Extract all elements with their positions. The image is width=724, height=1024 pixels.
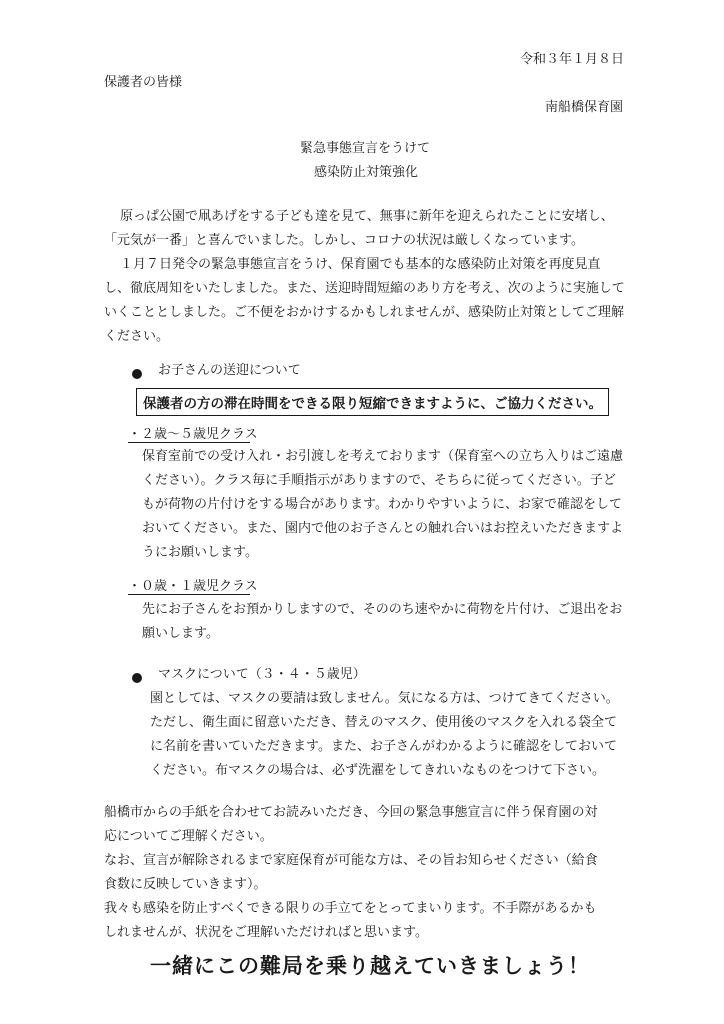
- closing-line: 食数に反映していきます）。: [104, 877, 267, 892]
- intro-line: 「元気が一番」と喜んでいました。しかし、コロナの状況は厳しくなっています。: [104, 233, 584, 248]
- recipient: 保護者の皆様: [104, 75, 183, 90]
- class-2-5-line: うにお願いします。: [142, 545, 258, 560]
- closing-line: 応についてご理解ください。: [104, 829, 273, 844]
- class-0-1-line: 先にお子さんをお預かりしますので、そののち速やかに荷物を片付け、ご退出をお: [142, 602, 623, 617]
- intro-line: いくこととしました。ご不便をおかけするかもしれませんが、感染防止対策としてご理解: [104, 305, 625, 320]
- class-label-0-1: ・０歳・１歳児クラス: [128, 579, 258, 594]
- mask-line: ただし、衛生面に留意いただき、替えのマスク、使用後のマスクを入れる袋全て: [150, 715, 617, 730]
- bullet-icon: [132, 363, 142, 382]
- sender: 南船橋保育園: [545, 100, 624, 115]
- bullet-icon: [132, 667, 142, 686]
- intro-line: し、徹底周知をいたしました。また、送迎時間短縮のあり方を考え、次のように実施して: [104, 281, 625, 296]
- boxed-notice: 保護者の方の滞在時間をできる限り短縮できますように、ご協力ください。: [136, 388, 609, 416]
- intro-line: １月７日発令の緊急事態宣言をうけ、保育園でも基本的な感染防止対策を再度見直: [120, 257, 601, 272]
- class-2-5-line: 保育室前での受け入れ・お引渡しを考えております（保育室への立ち入りはご遠慮: [142, 449, 624, 464]
- class-2-5-line: もが荷物の片付けをする場合があります。わかりやすいように、お家で確認をして: [142, 497, 622, 512]
- title-line-1: 緊急事態宣言をうけて: [300, 141, 431, 156]
- closing-line: しれませんが、状況をご理解いただければと思います。: [104, 925, 428, 940]
- class-2-5-line: おいてください。また、園内で他のお子さんとの触れ合いはお控えいただきますよ: [142, 521, 624, 536]
- document-date: 令和３年１月８日: [520, 52, 625, 67]
- class-0-1-line: 願いします。: [142, 626, 219, 641]
- closing-line: 我々も感染を防止すべくできる限りの手立てをとってまいります。不手際があるかも: [104, 901, 597, 916]
- intro-line: ください。: [104, 329, 170, 344]
- closing-line: 船橋市からの手紙を合わせてお読みいただき、今回の緊急事態宣言に伴う保育園の対: [104, 805, 598, 820]
- mask-line: 園としては、マスクの要請は致しません。気になる方は、つけてきてください。: [150, 691, 619, 706]
- mask-line: に名前を書いていただきます。また、お子さんがわかるように確認をしておいて: [150, 739, 617, 754]
- class-2-5-line: ください）。クラス毎に手順指示がありますので、そちらに従ってください。子ど: [142, 473, 616, 488]
- closing-line: なお、宣言が解除されるまで家庭保育が可能な方は、その旨お知らせください（給食: [104, 853, 598, 868]
- intro-line: 原っぱ公園で凧あげをする子ども達を見て、無事に新年を迎えられたことに安堵し、: [120, 209, 614, 224]
- section-heading-pickup: お子さんの送迎について: [158, 363, 301, 378]
- title-line-2: 感染防止対策強化: [314, 165, 419, 180]
- mask-line: ください。布マスクの場合は、必ず洗濯をしてきれいなものをつけて下さい。: [150, 763, 606, 778]
- closing-slogan: 一緒にこの難局を乗り越えていきましょう！: [150, 954, 590, 978]
- class-label-2-5: ・２歳～５歳児クラス: [128, 427, 258, 442]
- section-heading-mask: マスクについて（３・４・５歳児）: [158, 667, 366, 682]
